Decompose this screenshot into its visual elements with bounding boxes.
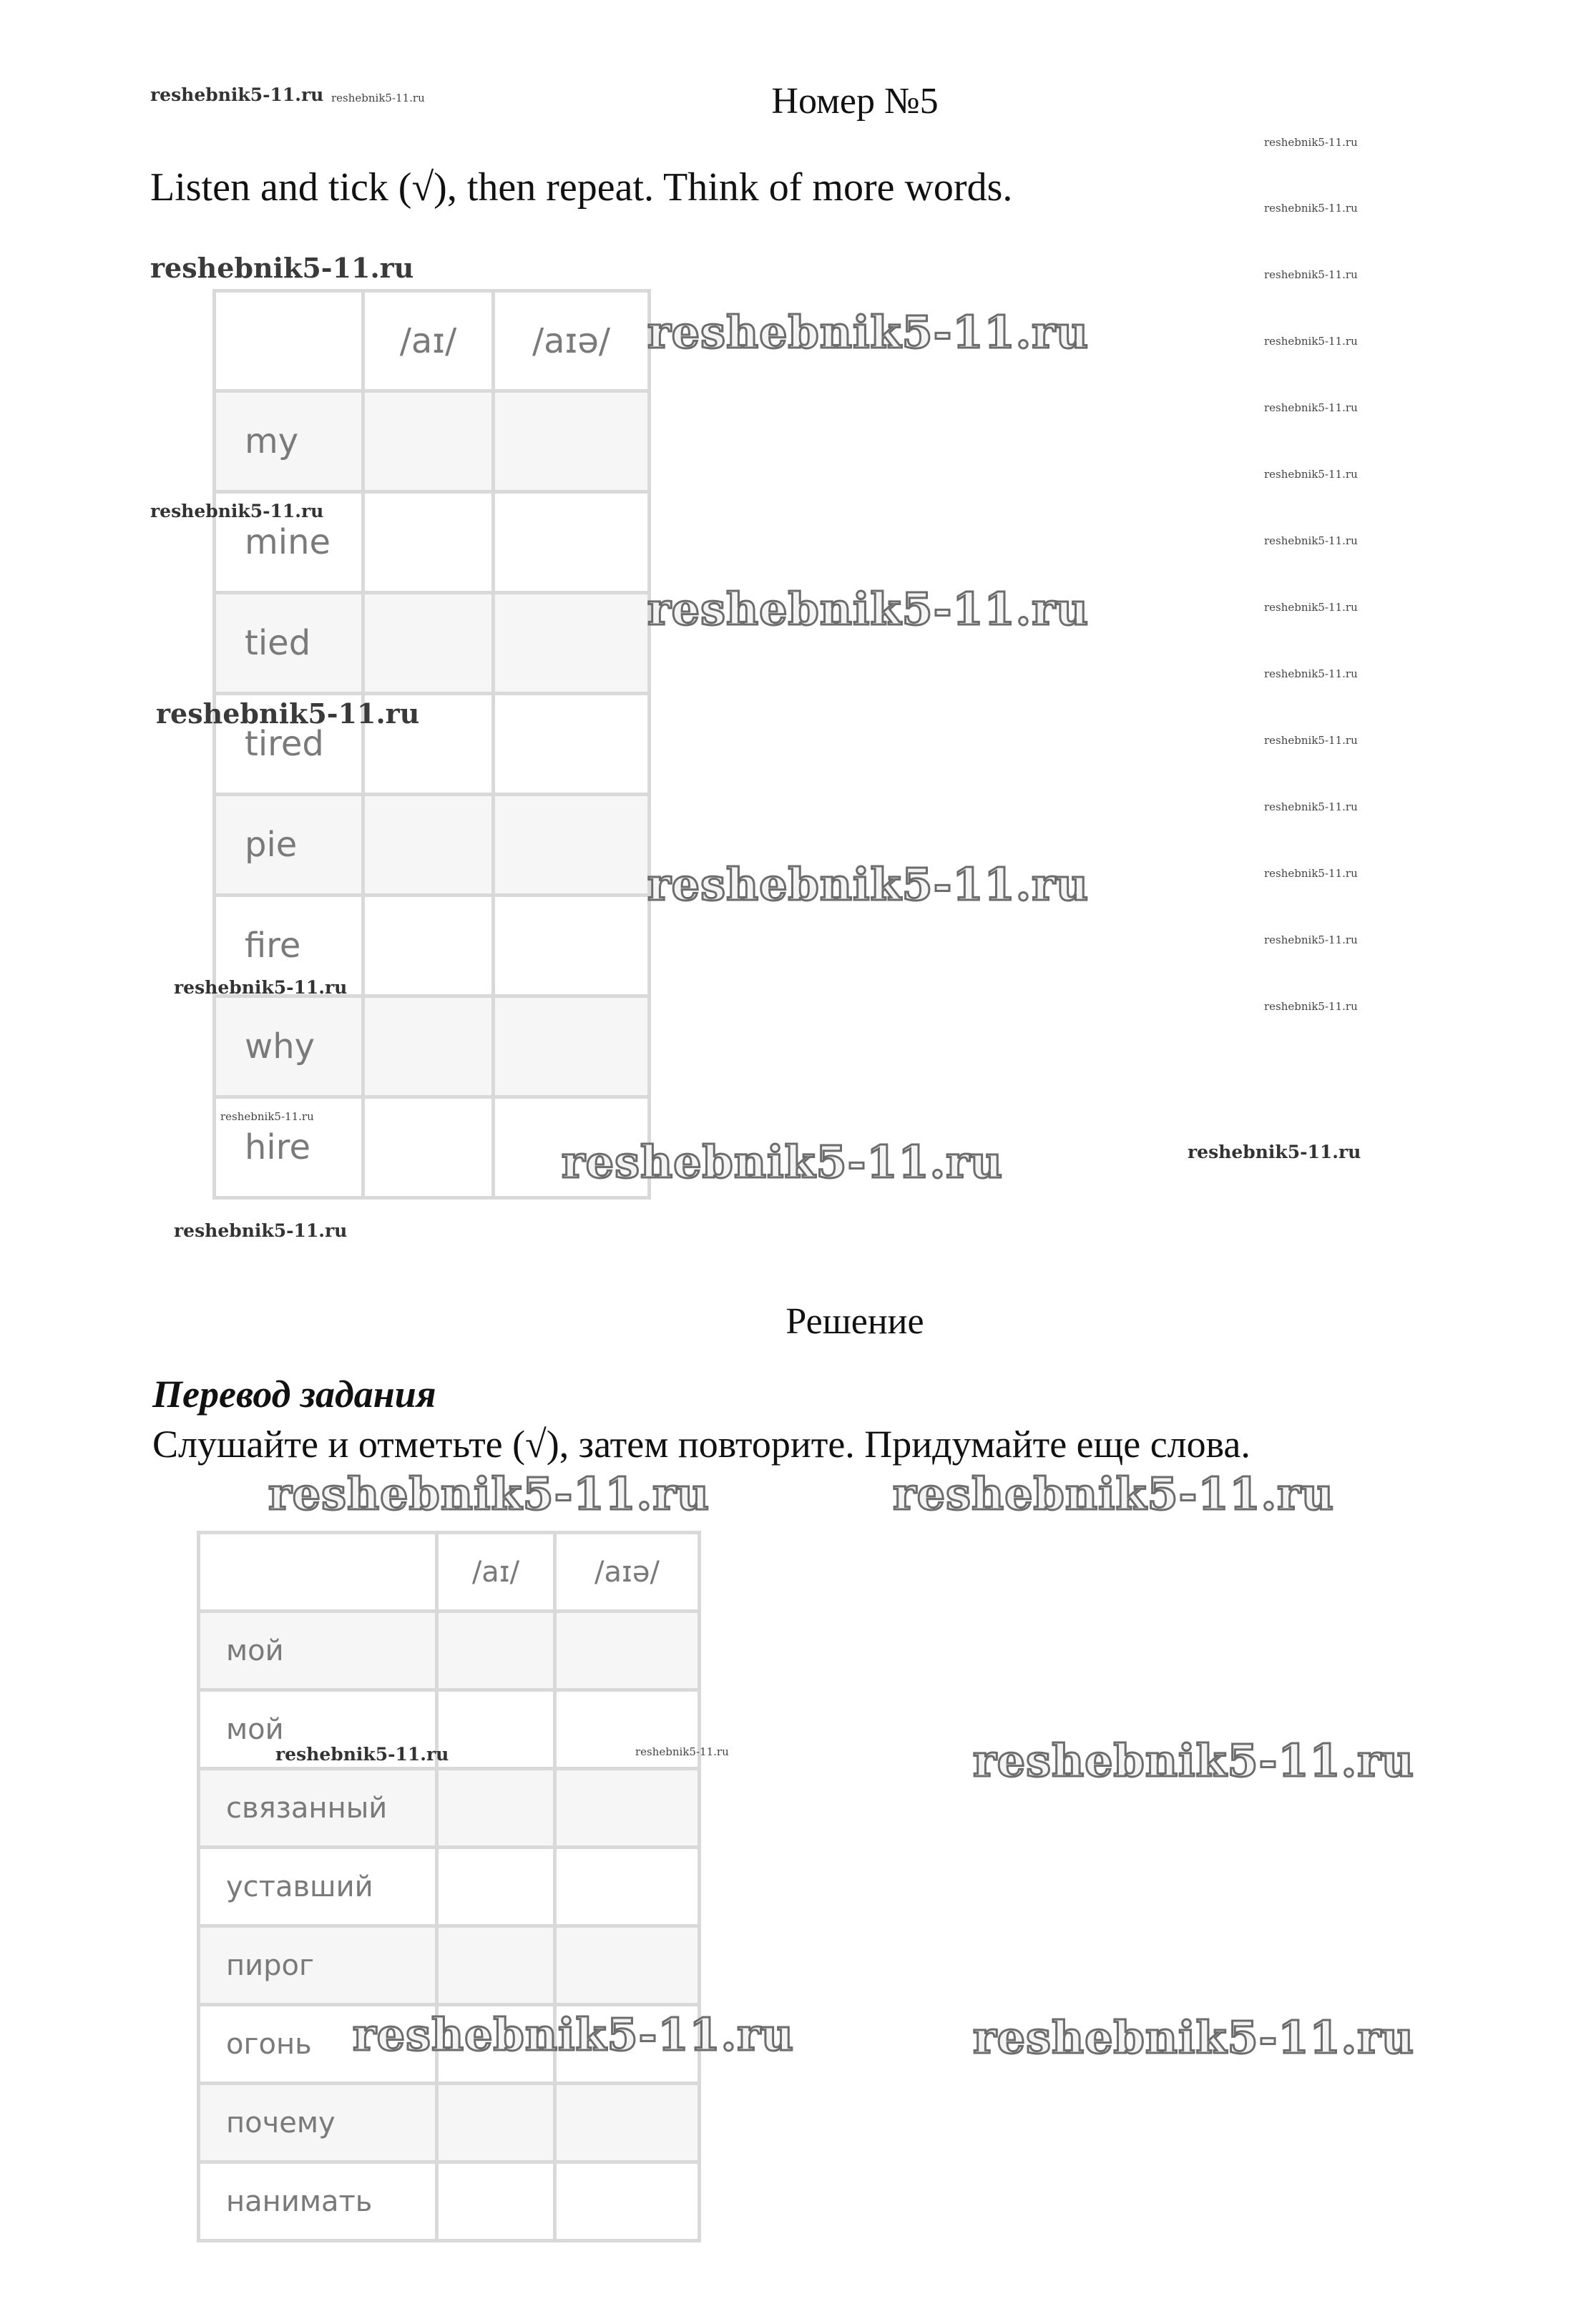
word-cell: мой bbox=[199, 1612, 437, 1690]
word-cell: огонь bbox=[199, 2005, 437, 2084]
watermark: reshebnik5-11.ru bbox=[1264, 800, 1358, 813]
table-header-cell: /aɪ/ bbox=[363, 291, 494, 391]
word-cell: связанный bbox=[199, 1769, 437, 1848]
watermark: reshebnik5-11.ru bbox=[635, 1745, 729, 1758]
watermark: reshebnik5-11.ru bbox=[150, 501, 324, 521]
watermark: reshebnik5-11.ru bbox=[647, 583, 1089, 635]
word-cell: tired bbox=[215, 694, 363, 795]
word-cell: уставший bbox=[199, 1848, 437, 1926]
tick-cell[interactable] bbox=[437, 1690, 555, 1769]
watermark: reshebnik5-11.ru bbox=[174, 977, 348, 998]
sound-table bbox=[212, 289, 651, 1200]
watermark: reshebnik5-11.ru bbox=[1264, 401, 1358, 414]
watermark: reshebnik5-11.ru bbox=[1264, 667, 1358, 680]
table-row bbox=[199, 1926, 700, 2005]
watermark: reshebnik5-11.ru bbox=[1264, 268, 1358, 281]
word-cell: пирог bbox=[199, 1926, 437, 2005]
watermark: reshebnik5-11.ru bbox=[1264, 1000, 1358, 1013]
tick-cell[interactable] bbox=[363, 391, 494, 492]
table-header-row bbox=[215, 291, 650, 391]
watermark: reshebnik5-11.ru bbox=[1264, 335, 1358, 348]
table-header-row bbox=[199, 1533, 700, 1612]
solution-heading: Решение bbox=[785, 1301, 924, 1342]
word-cell: нанимать bbox=[199, 2162, 437, 2241]
watermark: reshebnik5-11.ru bbox=[562, 1136, 1003, 1188]
tick-cell[interactable] bbox=[437, 1769, 555, 1848]
tick-cell[interactable] bbox=[437, 1848, 555, 1926]
watermark: reshebnik5-11.ru bbox=[1264, 867, 1358, 880]
watermark: reshebnik5-11.ru bbox=[331, 92, 425, 104]
tick-cell[interactable] bbox=[555, 2162, 700, 2241]
table-row bbox=[215, 593, 650, 694]
tick-cell[interactable] bbox=[555, 1926, 700, 2005]
tick-cell[interactable] bbox=[494, 996, 650, 1097]
word-cell: мой bbox=[199, 1690, 437, 1769]
watermark: reshebnik5-11.ru bbox=[1264, 734, 1358, 747]
word-cell: my bbox=[215, 391, 363, 492]
page-heading: Номер №5 bbox=[771, 81, 939, 122]
tick-cell[interactable] bbox=[363, 492, 494, 593]
word-cell: why bbox=[215, 996, 363, 1097]
tick-cell[interactable] bbox=[363, 593, 494, 694]
table-row bbox=[215, 391, 650, 492]
tick-cell[interactable] bbox=[555, 1769, 700, 1848]
table-header-cell bbox=[215, 291, 363, 391]
watermark: reshebnik5-11.ru bbox=[893, 1468, 1334, 1520]
table-row bbox=[199, 2084, 700, 2162]
word-cell: pie bbox=[215, 795, 363, 896]
watermark: reshebnik5-11.ru bbox=[1188, 1142, 1361, 1162]
tick-cell[interactable] bbox=[494, 795, 650, 896]
tick-cell[interactable] bbox=[494, 593, 650, 694]
table-header-cell: /aɪ/ bbox=[437, 1533, 555, 1612]
tick-cell[interactable] bbox=[363, 1097, 494, 1198]
watermark: reshebnik5-11.ru bbox=[268, 1468, 710, 1520]
word-cell: tied bbox=[215, 593, 363, 694]
watermark: reshebnik5-11.ru bbox=[973, 1735, 1414, 1787]
tick-cell[interactable] bbox=[494, 391, 650, 492]
tick-cell[interactable] bbox=[437, 2162, 555, 2241]
word-cell: fire bbox=[215, 896, 363, 996]
translation-title: Перевод задания bbox=[152, 1373, 436, 1416]
tick-cell[interactable] bbox=[494, 896, 650, 996]
table-row bbox=[199, 1848, 700, 1926]
tick-cell[interactable] bbox=[555, 1848, 700, 1926]
watermark: reshebnik5-11.ru bbox=[973, 2011, 1414, 2064]
table-row bbox=[199, 1769, 700, 1848]
watermark: reshebnik5-11.ru bbox=[1264, 468, 1358, 481]
tick-cell[interactable] bbox=[363, 795, 494, 896]
tick-cell[interactable] bbox=[555, 1612, 700, 1690]
table-row bbox=[215, 795, 650, 896]
table-row bbox=[215, 996, 650, 1097]
watermark: reshebnik5-11.ru bbox=[150, 84, 324, 105]
watermark: reshebnik5-11.ru bbox=[275, 1744, 449, 1765]
word-cell: hire bbox=[215, 1097, 363, 1198]
table-header-cell: /aɪə/ bbox=[494, 291, 650, 391]
tick-cell[interactable] bbox=[363, 896, 494, 996]
watermark: reshebnik5-11.ru bbox=[174, 1220, 348, 1241]
tick-cell[interactable] bbox=[555, 2084, 700, 2162]
table-header-cell: /aɪə/ bbox=[555, 1533, 700, 1612]
tick-cell[interactable] bbox=[494, 694, 650, 795]
watermark: reshebnik5-11.ru bbox=[220, 1110, 314, 1123]
tick-cell[interactable] bbox=[494, 492, 650, 593]
table-header-cell bbox=[199, 1533, 437, 1612]
table-row bbox=[199, 1690, 700, 1769]
translation-table bbox=[197, 1531, 701, 2242]
watermark: reshebnik5-11.ru bbox=[353, 2009, 794, 2061]
watermark: reshebnik5-11.ru bbox=[156, 697, 420, 730]
tick-cell[interactable] bbox=[437, 1926, 555, 2005]
watermark: reshebnik5-11.ru bbox=[1264, 534, 1358, 547]
watermark: reshebnik5-11.ru bbox=[1264, 202, 1358, 215]
tick-cell[interactable] bbox=[437, 2084, 555, 2162]
word-cell: mine bbox=[215, 492, 363, 593]
table-row bbox=[199, 2162, 700, 2241]
instruction-text: Listen and tick (√), then repeat. Think of more words. bbox=[150, 165, 1013, 210]
translation-text: Слушайте и отметьте (√), затем повторите. Придумайте еще слова. bbox=[152, 1423, 1250, 1466]
watermark: reshebnik5-11.ru bbox=[647, 306, 1089, 358]
table-row bbox=[199, 1612, 700, 1690]
watermark: reshebnik5-11.ru bbox=[647, 858, 1089, 911]
watermark: reshebnik5-11.ru bbox=[150, 252, 414, 284]
tick-cell[interactable] bbox=[437, 1612, 555, 1690]
watermark: reshebnik5-11.ru bbox=[1264, 136, 1358, 149]
watermark: reshebnik5-11.ru bbox=[1264, 933, 1358, 946]
watermark: reshebnik5-11.ru bbox=[1264, 601, 1358, 614]
tick-cell[interactable] bbox=[363, 996, 494, 1097]
word-cell: почему bbox=[199, 2084, 437, 2162]
